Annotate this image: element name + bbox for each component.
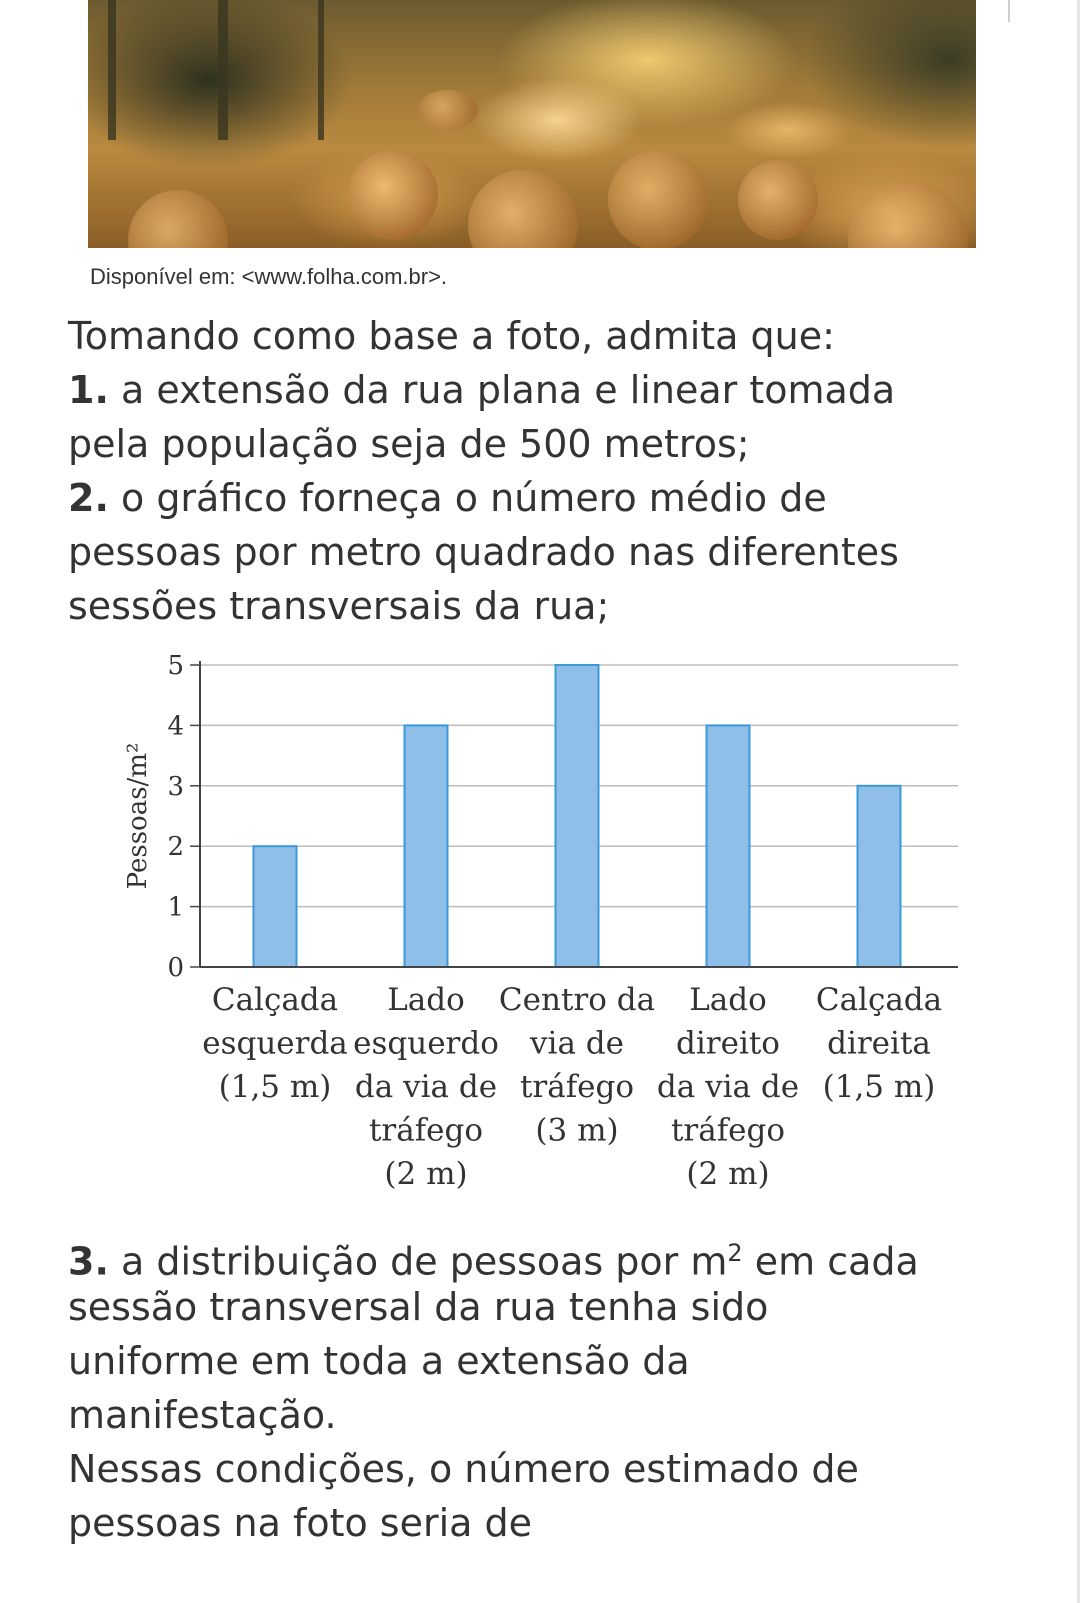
y-tick-label: 0 [167,953,184,983]
photo-detail [128,190,228,248]
photo-caption: Disponível em: <www.folha.com.br>. [90,264,448,289]
item-3-line-4: manifestação. [68,1393,337,1437]
y-tick-label: 3 [167,771,184,802]
category-label: via de [530,1025,624,1062]
category-label: Centro da [498,982,656,1018]
item-1-text: a extensão da rua plana e linear tomada [120,368,896,412]
photo-detail [218,0,228,140]
bar-chart [0,640,1080,1210]
category-label: esquerdo [353,1025,499,1062]
category-label: direito [676,1025,780,1062]
photo-detail [418,90,478,130]
y-tick-label: 5 [167,651,184,681]
category-label: Lado [387,982,465,1018]
item-3-text-a: a distribuição de pessoas por m [120,1239,728,1284]
y-tick-label: 4 [167,711,184,742]
item-2-line-1 [68,471,827,525]
photo-detail [848,180,968,248]
item-3-number: 3. [68,1239,109,1284]
category-label: Lado [689,982,767,1018]
item-1-line-1 [68,363,895,417]
item-3-text-b: em cada [754,1239,919,1284]
bar [254,846,297,967]
category-label: tráfego [519,1069,635,1105]
category-label: Calçada [815,982,943,1018]
category-label: tráfego [670,1112,786,1149]
category-label: (2 m) [686,1156,770,1192]
item-2-line-3: sessões transversais da rua; [68,584,610,628]
category-label: (1,5 m) [822,1069,936,1105]
bar [858,786,901,967]
item-3-superscript: 2 [727,1239,743,1267]
question-line-1: Nessas condições, o número estimado de [68,1447,859,1491]
category-label: tráfego [368,1112,484,1149]
category-label: esquerda [202,1025,348,1062]
item-3-line-3: uniforme em toda a extensão da [68,1339,690,1383]
category-label: (1,5 m) [218,1069,332,1105]
photo-detail [108,0,116,140]
item-2-text: o gráfico forneça o número médio de [120,476,827,520]
y-tick-label: 1 [167,892,184,923]
scroll-indicator [1008,0,1010,22]
category-label: (2 m) [384,1156,468,1192]
bar [707,725,750,967]
bar [556,665,599,967]
category-label: (3 m) [535,1112,619,1149]
item-3-line-2: sessão transversal da rua tenha sido [68,1285,769,1329]
question-line-2: pessoas na foto seria de [68,1501,533,1545]
bar [405,725,448,967]
y-tick-label: 2 [167,832,184,863]
photo-detail [348,150,438,240]
category-label: da via de [354,1069,498,1105]
crowd-photo [88,0,976,248]
item-2-number: 2. [68,476,109,520]
photo-detail [738,160,818,240]
photo-detail [608,150,708,248]
intro-line: Tomando como base a foto, admita que: [68,314,835,358]
y-axis-label: Pessoas/m² [123,742,153,890]
photo-detail [318,0,324,140]
category-label: direita [827,1025,931,1062]
item-2-line-2: pessoas por metro quadrado nas diferentes [68,530,899,574]
item-1-number: 1. [68,368,109,412]
category-label: da via de [656,1069,800,1105]
photo-detail [468,170,578,248]
category-label: Calçada [211,982,339,1018]
item-1-line-2: pela população seja de 500 metros; [68,422,750,466]
